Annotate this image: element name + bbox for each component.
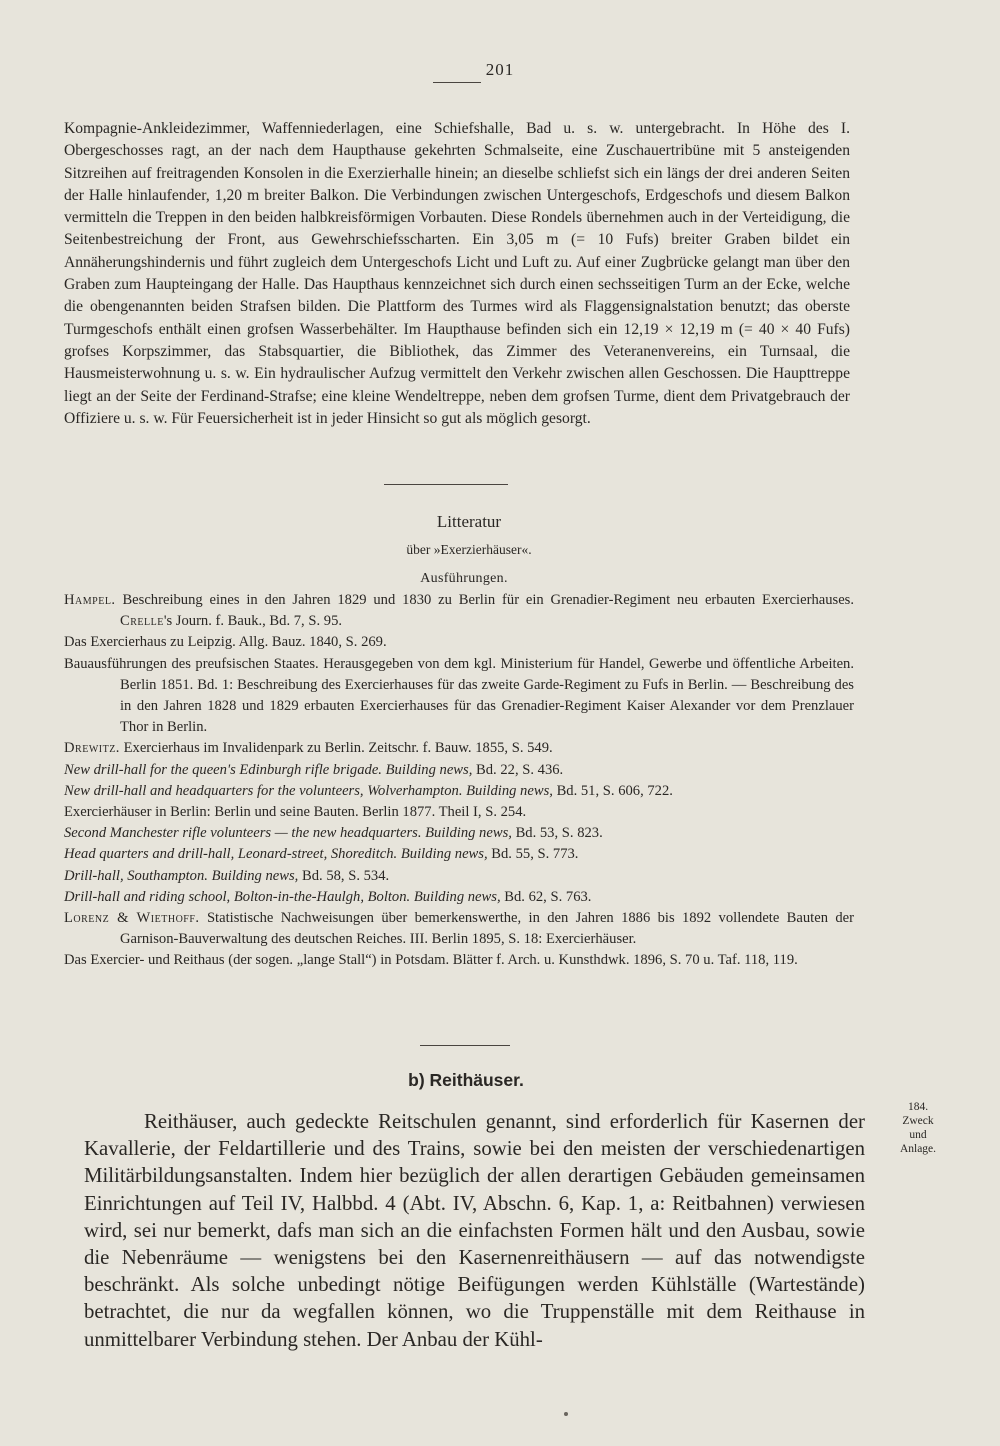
separator-rule	[420, 1045, 510, 1046]
literature-entry: Das Exercierhaus zu Leipzig. Allg. Bauz. 1840, S. 269.	[64, 634, 387, 651]
literature-entry: New drill-hall and headquarters for the volunteers, Wolverhampton. Building news, Bd. 51, S. 606, 722.	[64, 782, 673, 799]
marginal-note	[888, 1100, 948, 1156]
intro-paragraph: Kompagnie-Ankleidezimmer, Waffenniederlagen, eine Schiefshalle, Bad u. s. w. untergebracht. In Höhe des I. Obergeschosses ragt, an der nach dem Haupthause gekehrten Schmalseite, eine Zuschauertribüne mit 5 ansteigenden Sitzreihen auf freitragenden Konsolen in die Exerzierhalle hinein; an dieselbe schliefst sich ein längs der drei anderen Seiten der Halle hinlaufender, 1,20 m breiter Balkon. Die Verbindungen zwischen Untergeschofs, Erdgeschofs und diesem Balkon vermitteln die Treppen in den beiden halbkreisförmigen Vorbauten. Diese Rondels übernehmen auch in der Verteidigung, die Seitenbestreichung der Front, aus Gewehrschiefsscharten. Ein 3,05 m (= 10 Fufs) breiter Graben bildet ein Annäherungshindernis und führt zugleich dem Untergeschofs Licht und Luft zu. Auf einer Zugbrücke gelangt man über den Graben zum Haupteingang der Halle. Das Haupthaus kennzeichnet sich durch einen sechsseitigen Turm an der Ecke, welche die obengenannten beiden Strafsen bilden. Die Plattform des Turmes wird als Flaggensignalstation benutzt; das oberste Turmgeschofs enthält einen grofsen Wasserbehälter. Im Haupthause befinden sich ein 12,19 × 12,19 m (= 40 × 40 Fufs) grofses Korpszimmer, das Stabsquartier, die Bibliothek, das Zimmer des Veteranenvereins, ein Turnsaal, die Hausmeisterwohnung u. s. w. Ein hydraulischer Aufzug vermittelt den Verkehr zwischen allen Geschossen. Die Haupttreppe liegt an der Seite der Ferdinand-Strafse; eine kleine Wendeltreppe, neben dem grofsen Turme, dient dem Privatgebrauch der Offiziere u. s. w. Für Feuersicherheit ist in jeder Hinsicht so gut als möglich gesorgt.	[64, 120, 850, 427]
marginal-line: Zweck	[902, 1115, 934, 1127]
literature-entry: Head quarters and drill-hall, Leonard-street, Shoreditch. Building news, Bd. 55, S. 773.	[64, 846, 579, 863]
literature-entry: Hampel. Beschreibung eines in den Jahren 1829 und 1830 zu Berlin für ein Grenadier-Regiment neu erbauten Exercierhauses. Crelle's Journ. f. Bauk., Bd. 7, S. 95.	[64, 592, 854, 630]
ink-dot	[564, 1412, 568, 1416]
literature-entry: New drill-hall for the queen's Edinburgh rifle brigade. Building news, Bd. 22, S. 436.	[64, 761, 564, 778]
marginal-number: 184.	[907, 1101, 929, 1113]
literature-entry: Bauausführungen des preufsischen Staates. Herausgegeben von dem kgl. Ministerium für Handel, Gewerbe und öffentliche Arbeiten. Berlin 1851. Bd. 1: Beschreibung des Exercierhauses für das zweite Garde-Regiment zu Fufs in Berlin. — Beschreibung des in den Jahren 1828 und 1829 erbauten Exercierhauses für das Grenadier-Regiment Kaiser Alexander vor dem Prenzlauer Thor in Berlin.	[64, 655, 854, 736]
main-paragraph-text: Reithäuser, auch gedeckte Reitschulen genannt, sind erforderlich für Kasernen der Kavallerie, der Feldartillerie und des Trains, sowie bei den meisten der verschiedenartigen Militärbildungsanstalten. Indem hier bezüglich der allen derartigen Gebäuden gemeinsamen Einrichtungen auf Teil IV, Halbbd. 4 (Abt. IV, Abschn. 6, Kap. 1, a: Reitbahnen) verwiesen wird, sei nur bemerkt, dafs man sich an die einfachsten Formen hält und den Ausbau, sowie die Nebenräume — wenigstens bei den Kasernenreithäusern — auf das notwendigste beschränkt. Als solche unbedingt nötige Beifügungen werden Kühlställe (Wartestände) betrachtet, die nur da wegfallen können, wo die Truppenställe mit dem Reithause in unmittelbarer Verbindung stehen. Der Anbau der Kühl-	[84, 1110, 865, 1351]
literature-title: Litteratur	[436, 512, 502, 531]
literature-entry: Das Exercier- und Reithaus (der sogen. „lange Stall“) in Potsdam. Blätter f. Arch. u. Kunsthdwk. 1896, S. 70 u. Taf. 118, 119.	[64, 952, 798, 969]
literature-entry: Second Manchester rifle volunteers — the new headquarters. Building news, Bd. 53, S. 823.	[64, 825, 603, 842]
literature-section: Ausführungen.	[420, 571, 508, 586]
literature-subtitle: über »Exerzierhäuser«.	[406, 542, 532, 557]
main-paragraph	[84, 1108, 865, 1353]
marginal-line: und	[909, 1129, 927, 1141]
literature-entry: Drill-hall, Southampton. Building news, Bd. 58, S. 534.	[64, 867, 390, 884]
literature-entry: Lorenz & Wiethoff. Statistische Nachweisungen über bemerkenswerthe, in den Jahren 1886 bis 1892 vollendete Bauten der Garnison-Bauverwaltung des deutschen Reiches. III. Berlin 1895, S. 18: Exercierhäuser.	[64, 910, 854, 948]
literature-list	[64, 590, 854, 972]
marginal-line: Anlage.	[899, 1143, 937, 1155]
header-rule	[433, 82, 481, 83]
page-number: 201	[485, 60, 515, 79]
literature-entry: Drewitz. Exercierhaus im Invalidenpark zu Berlin. Zeitschr. f. Bauw. 1855, S. 549.	[64, 740, 553, 757]
literature-entry: Exercierhäuser in Berlin: Berlin und seine Bauten. Berlin 1877. Theil I, S. 254.	[64, 804, 527, 821]
separator-rule	[384, 484, 508, 485]
section-heading: b) Reithäuser.	[408, 1070, 524, 1090]
literature-entry: Drill-hall and riding school, Bolton-in-the-Haulgh, Bolton. Building news, Bd. 62, S. 763.	[64, 888, 592, 905]
